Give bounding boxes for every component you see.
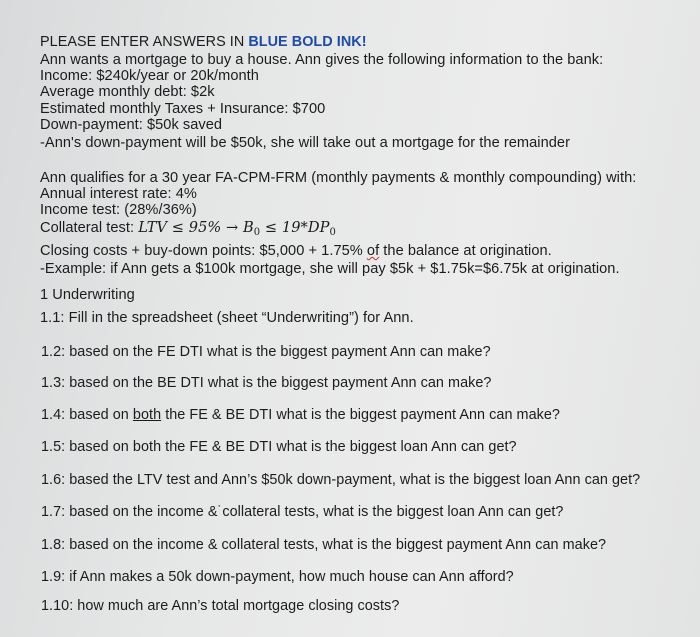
closing-of: of bbox=[366, 243, 380, 259]
question-1-3: 1.3: based on the BE DTI what is the biggest payment Ann can make? bbox=[41, 375, 492, 391]
collateral-label: Collateral test: bbox=[40, 220, 139, 236]
down-payment-note: -Ann's down-payment will be $50k, she will take out a mortgage for the remainder bbox=[40, 135, 570, 151]
closing-example-line: -Example: if Ann gets a $100k mortgage, she will pay $5k + $1.75k=$6.75k at origination. bbox=[40, 261, 620, 277]
question-1-8: 1.8: based on the income & collateral tests, what is the biggest payment Ann can make? bbox=[41, 537, 607, 553]
instructions-prefix: PLEASE ENTER ANSWERS IN bbox=[40, 34, 249, 50]
question-1-4-a: 1.4: based on bbox=[41, 407, 133, 423]
question-1-4-emphasis: both bbox=[132, 407, 162, 423]
question-1-4-b: the FE & BE DTI what is the biggest payment Ann can make? bbox=[161, 407, 560, 423]
question-1-2: 1.2: based on the FE DTI what is the biggest payment Ann can make? bbox=[41, 344, 491, 360]
question-1-10: 1.10: how much are Ann’s total mortgage closing costs? bbox=[41, 598, 400, 614]
interest-rate-line: Annual interest rate: 4% bbox=[40, 186, 197, 202]
taxes-line: Estimated monthly Taxes + Insurance: $700 bbox=[40, 101, 326, 117]
collateral-test-line bbox=[40, 219, 336, 241]
collateral-formula-b: ≤ 19*DP bbox=[260, 219, 330, 236]
section-title: 1 Underwriting bbox=[40, 287, 135, 303]
closing-a: Closing costs + buy-down points: $5,000 + 1.75% bbox=[40, 243, 367, 259]
instructions-header bbox=[40, 34, 367, 51]
collateral-formula-a: LTV ≤ 95% → B bbox=[138, 219, 254, 236]
closing-costs-line bbox=[40, 243, 552, 260]
instructions-highlight: BLUE BOLD INK! bbox=[248, 34, 367, 50]
collateral-sub-a: 0 bbox=[253, 227, 261, 238]
debt-line: Average monthly debt: $2k bbox=[40, 84, 215, 100]
income-line: Income: $240k/year or 20k/month bbox=[40, 68, 259, 84]
question-1-9: 1.9: if Ann makes a 50k down-payment, how much house can Ann afford? bbox=[41, 569, 514, 585]
question-1-5: 1.5: based on both the FE & BE DTI what is the biggest loan Ann can get? bbox=[41, 439, 517, 455]
qualifies-line: Ann qualifies for a 30 year FA-CPM-FRM (monthly payments & monthly compounding) with: bbox=[40, 170, 637, 186]
collateral-formula bbox=[138, 219, 336, 236]
down-payment-line: Down-payment: $50k saved bbox=[40, 117, 223, 133]
closing-b: the balance at origination. bbox=[379, 243, 552, 259]
question-1-1: 1.1: Fill in the spreadsheet (sheet “Underwriting”) for Ann. bbox=[40, 310, 414, 326]
income-test-line: Income test: (28%/36%) bbox=[40, 202, 197, 218]
intro-line: Ann wants a mortgage to buy a house. Ann gives the following information to the bank: bbox=[40, 52, 604, 68]
collateral-sub-b: 0 bbox=[329, 227, 336, 238]
question-1-7: 1.7: based on the income &˙collateral tests, what is the biggest loan Ann can get? bbox=[41, 504, 564, 520]
question-1-4 bbox=[41, 407, 560, 424]
question-1-6: 1.6: based the LTV test and Ann’s $50k down-payment, what is the biggest loan Ann can get? bbox=[41, 472, 641, 488]
